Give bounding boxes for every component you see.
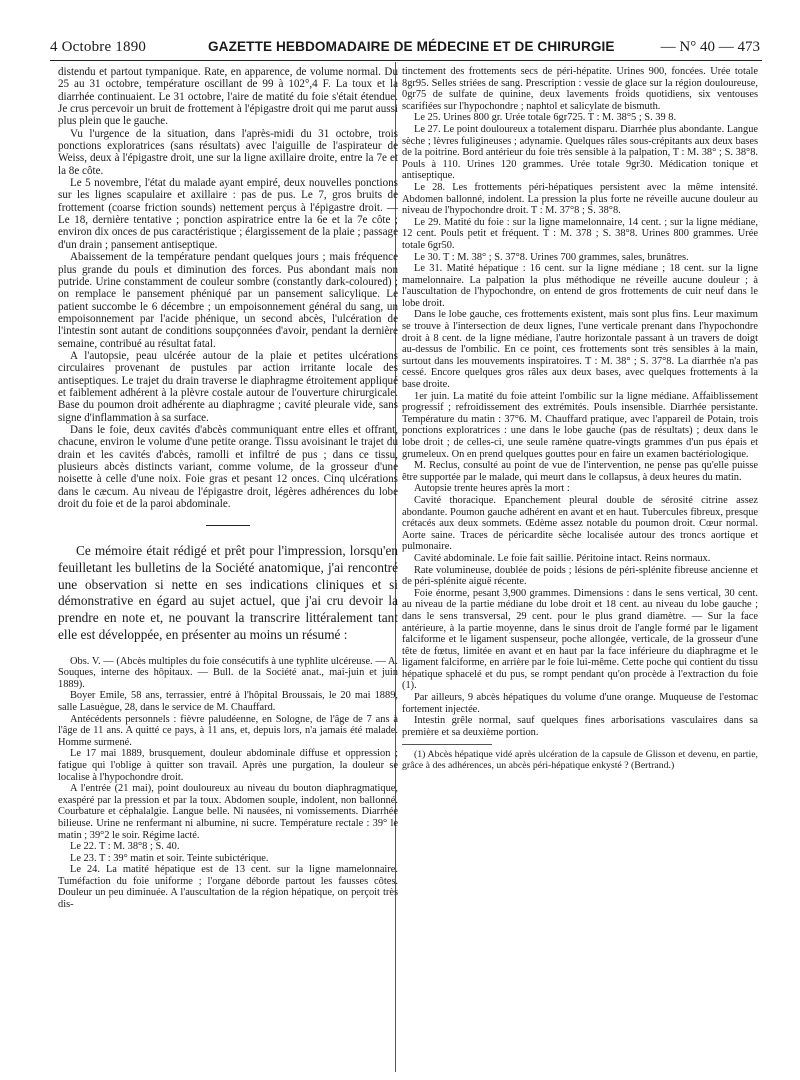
footnote-rule [402, 744, 492, 745]
paragraph: Dans le lobe gauche, ces frottements existent, mais sont plus fins. Leur maximum se trouve à l'intersection de deux lignes, l'une verticale prenant dans l'hypochondre droit à 8 cent. de la ligne médiane, l'autre horizontale passant à un travers de doigt au-dessus de l'ombilic. En ce point, ces frottements sont très sensibles à la main, surtout dans les mouvements inspiratoires. T : M. 38° ; S. 37°8. La diarrhée n'a pas cessé. Encore quelques gros râles aux deux bases, avec quelques frottements à la base droite. [402, 309, 758, 391]
observation-paragraph: Boyer Emile, 58 ans, terrassier, entré à l'hôpital Broussais, le 20 mai 1889, salle Lasuègue, 28, dans le service de M. Chauffard. [58, 690, 398, 713]
observation-heading: Obs. V. — (Abcès multiples du foie consécutifs à une typhlite ulcéreuse. — A. Souques, interne des hôpitaux. — Bull. de la Société anat., mai-juin et juin 1889). [58, 655, 398, 690]
section-separator [206, 525, 250, 526]
paragraph: Cavité abdominale. Le foie fait saillie. Péritoine intact. Reins normaux. [414, 552, 711, 564]
paragraph: Le 27. Le point douloureux a totalement disparu. Diarrhée plus abondante. Langue sèche ; lèvres fuligineuses ; adynamie. Quelques râles sous-crépitants aux deux bases de la poitrine. Bord antérieur du foie très sensible à la palpation, T : M. 38° ; S. 38°8. Pouls à 110. Urines 120 grammes. Urée totale 9gr30. Médication tonique et antiseptique. [402, 123, 758, 182]
paragraph: Le 25. Urines 800 gr. Urée totale 6gr725. T : M. 38°5 ; S. 39 8. [414, 112, 677, 124]
paragraph: Le 29. Matité du foie : sur la ligne mamelonnaire, 14 cent. ; sur la ligne médiane, 12 cent. Pouls petit et fréquent. T : M. 378 ; S. 38°8. Urines 800 grammes. Urée totale 6gr50. [402, 216, 758, 251]
observation-paragraph: Le 23. T : 39° matin et soir. Teinte subictérique. [70, 852, 269, 864]
running-header [50, 36, 760, 56]
observation-paragraph: A l'entrée (21 mai), point douloureux au niveau du bouton diaphragmatique, exaspéré par la pression et par la toux. Abdomen souple, indolent, non ballonné. Courbature et céphalalgie. Langue belle. Ni nausées, ni vomissements. Diarrhée bilieuse. Urine ne renfermant ni albumine, ni sucre. Température rectale : 39° le matin ; 39°2 le soir. Régime lacté. [58, 783, 398, 841]
paragraph: Le 5 novembre, l'état du malade ayant empiré, deux nouvelles ponctions sur les lignes scapulaire et axillaire : pas de pus. Le 7, gros bruits de frottement (coarse friction sounds) nettement perçus à l'épigastre droit. — Le 18, dernière tentative ; ponction aspiratrice entre la 6e et la 7e côte ; environ dix onces de pus caractéristique ; élargissement de la plaie ; passage d'un drain ; pansement antiseptique. [58, 177, 398, 251]
header-rule [50, 60, 762, 61]
journal-title: GAZETTE HEBDOMADAIRE DE MÉDECINE ET DE CHIRURGIE [208, 39, 615, 54]
observation-paragraph: Le 22. T : M. 38°8 ; S. 40. [70, 841, 180, 853]
paragraph: distendu et partout tympanique. Rate, en apparence, de volume normal. Du 25 au 31 octobre, température oscillant de 99 à 102°,4 F. La toux et la diarrhée continuaient. Le 31 octobre, l'aire de matité du foie s'était étendue. Je crus percevoir un bruit de frottement à l'épigastre droit qui me parut aussi plus plein que le gauche. [58, 66, 398, 128]
paragraph: Intestin grêle normal, sauf quelques fines arborisations vasculaires dans sa première et sa deuxième portion. [402, 715, 758, 738]
paragraph: tinctement des frottements secs de péri-hépatite. Urines 900, foncées. Urée totale 8gr95. Selles striées de sang. Prescription : vessie de glace sur la région douloureuse, 0gr75 de sulfate de quinine, deux lavements froids quotidiens, six ventouses scarifiées sur l'hypochondre ; naphtol et salicylate de bismuth. [402, 66, 758, 112]
intro-paragraph: Ce mémoire était rédigé et prêt pour l'impression, lorsqu'en feuilletant les bulletins de la Société anatomique, j'ai rencontré une observation si nette en ses indications cliniques et si démonstrative en égard au sujet actuel, que j'ai cru devoir la prendre en note et, ne pouvant la transcrire littéralement tant elle est développée, en présenter au moins un résumé : [58, 543, 398, 642]
paragraph: Le 28. Les frottements péri-hépatiques persistent avec la même intensité. Abdomen ballonné, indolent. La pression la plus forte ne réveille aucune douleur au niveau de l'hypochondre droit. T : M. 37°8 ; S. 38°8. [402, 181, 758, 217]
paragraph: A l'autopsie, peau ulcérée autour de la plaie et petites ulcérations circulaires provenant de pustules par action irritante locale des antiseptiques. Le trajet du drain traverse le diaphragme étroitement appliqué et faiblement adhérent à la plèvre costale autour de l'ouverture chirurgicale. Base du poumon droit adhérente au diaphragme ; cavité pleurale vide, sans signe d'inflammation à sa surface. [58, 349, 398, 424]
issue-date: 4 Octobre 1890 [50, 39, 147, 55]
paragraph: Par ailleurs, 9 abcès hépatiques du volume d'une orange. Muqueuse de l'estomac fortement injectée. [402, 692, 758, 715]
paragraph: Dans le foie, deux cavités d'abcès communiquant entre elles et offrant, chacune, environ le volume d'une petite orange. Tissu avoisinant le trajet du drain et les cavités d'abcès, ramolli et infiltré de pus ; dans ce tissu, plusieurs abcès distincts variant, comme volume, de la grosseur d'une noisette à celle d'une noix. Foie gras et pesant 12 onces. Cinq ulcérations dans le cæcum. Au niveau de l'épigastre droit, légères adhérences du lobe droit du foie et de la paroi abdominale. [58, 423, 398, 511]
paragraph: Rate volumineuse, doublée de poids ; lésions de péri-splénite fibreuse ancienne et de péri-splénite aiguë récente. [402, 564, 758, 588]
observation-paragraph: Le 17 mai 1889, brusquement, douleur abdominale diffuse et oppression ; fatigue qui l'oblige à quitter son travail. Après une purgation, la douleur se localise à l'hypochondre droit. [58, 748, 398, 783]
paragraph: Vu l'urgence de la situation, dans l'après-midi du 31 octobre, trois ponctions exploratrices (sans résultats) avec l'aiguille de l'aspirateur de Weiss, deux à l'épigastre droit, une sur la ligne axillaire droite, entre la 7e et la 8e côte. [58, 127, 398, 177]
footnote: (1) Abcès hépatique vidé après ulcération de la capsule de Glisson et devenu, en partie, grâce à des adhérences, un abcès péri-hépatique enkysté ? (Bertrand.) [402, 749, 758, 772]
paragraph: Le 30. T : M. 38° ; S. 37°8. Urines 700 grammes, sales, brunâtres. [414, 251, 689, 263]
paragraph: Cavité thoracique. Epanchement pleural double de sérosité citrine assez abondante. Poumon gauche adhérent en avant et en haut. Tubercules fibreux, presque crétacés aux deux sommets. Œdème assez notable du poumon droit. Cœur normal. Aorte saine. Traces de péricardite sèche localisée autour des troncs aortique et pulmonaire. [402, 494, 758, 553]
page-number: — N° 40 — 473 [660, 39, 760, 55]
paragraph: M. Reclus, consulté au point de vue de l'intervention, ne pense pas qu'elle puisse être supportée par le malade, qui meurt dans le collapsus, à deux heures du matin. [402, 460, 758, 483]
paragraph: Le 31. Matité hépatique : 16 cent. sur la ligne médiane ; 18 cent. sur la ligne mamelonnaire. La palpation la plus méthodique ne réveille aucune douleur ; à l'auscultation de l'hypochondre, on entend de gros frottements de cuir neuf dans le lobe droit. [402, 263, 758, 309]
paragraph: 1er juin. La matité du foie atteint l'ombilic sur la ligne médiane. Affaiblissement progressif ; refroidissement des extrémités. Pouls insensible. Diarrhée persistante. Température du matin : 37°6. M. Chauffard pratique, avec l'appareil de Potain, trois ponctions exploratrices : une dans le lobe gauche (pas de résultats) ; deux dans le lobe droit ; de celles-ci, une seule ramène quatre-vingts grammes d'un pus épais et grumeleux. On en prend quelques gouttes pour en faire un examen bactériologique. [402, 390, 758, 460]
right-column [402, 66, 758, 771]
observation-paragraph: Antécédents personnels : fièvre paludéenne, en Sologne, de l'âge de 7 ans à l'âge de 11 ans. A quitté ce pays, à 11 ans, et, depuis lors, n'a jamais été malade. Homme surmené. [58, 713, 398, 748]
left-column [58, 66, 398, 911]
paragraph: Foie énorme, pesant 3,900 grammes. Dimensions : dans le sens vertical, 30 cent. au niveau de la partie médiane du lobe droit et 18 cent. au niveau du lobe gauche ; dans le sens transversal, 29 cent. pour le plus grand diamètre. — Sur la face antérieure, à la partie moyenne, dans le sinus droit de l'angle formé par le ligament falciforme et le ligament suspenseur, poche allongée, verticale, de la grosseur d'une tête de fœtus, limitée en avant et en haut par la face inférieure du diaphragme et le ligament falciforme, en arrière par le foie lui-même. Cette poche qui contient du tissu hépatique sphacelé et du pus, se rompt pendant qu'on procède à l'extraction du foie (1). [402, 587, 758, 692]
observation-paragraph: Le 24. La matité hépatique est de 13 cent. sur la ligne mamelonnaire. Tuméfaction du foie uniforme ; l'organe déborde partout les fausses côtes. Douleur un peu diminuée. A l'auscultation de la région hépatique, on perçoit très dis- [58, 864, 398, 911]
paragraph: Autopsie trente heures après la mort : [414, 483, 570, 495]
paragraph: Abaissement de la température pendant quelques jours ; mais fréquence plus grande du pouls et diminution des forces. Pus abondant mais non putride. Urine constamment de couleur sombre (constantly dark-coloured) ; on remplace le pansement phéniqué par un pansement salicylique. Le patient succombe le 6 décembre ; un empoisonnement général du sang, un empoisonnement par l'acide phénique, un second abcès, l'ulcération de l'intestin sont autant de conditions soupçonnées d'avoir, pendant la dernière semaine, contribué au résultat fatal. [58, 251, 398, 350]
intro-block [58, 543, 398, 643]
